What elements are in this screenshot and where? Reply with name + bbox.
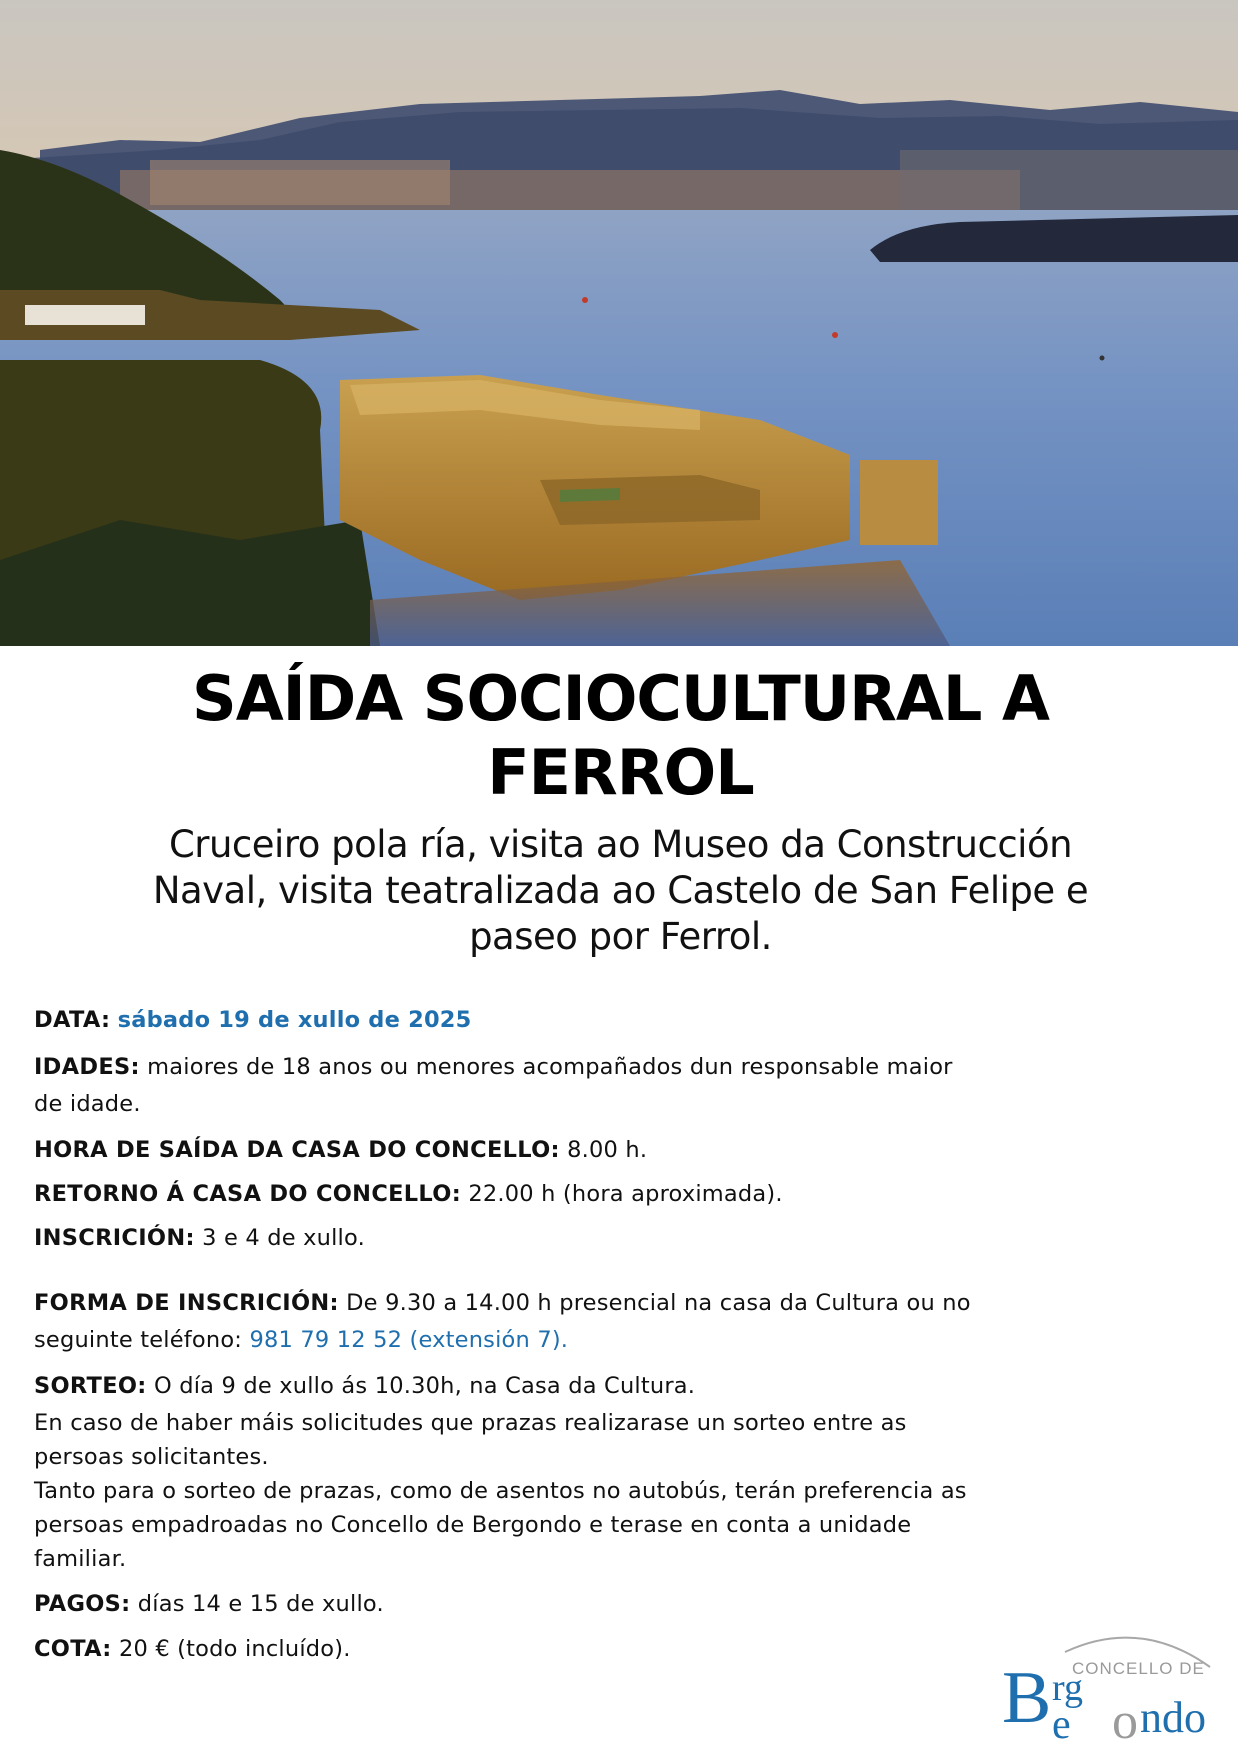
draw-note-line: familiar. — [34, 1546, 127, 1572]
ages-value: maiores de 18 anos ou menores acompañados dun responsable maior — [147, 1054, 953, 1080]
detail-draw — [34, 1369, 695, 1403]
registration-label: INSCRICIÓN: — [34, 1225, 195, 1251]
draw-note-line: persoas empadroadas no Concello de Bergondo e terase en conta a unidade — [34, 1512, 912, 1538]
detail-departure — [34, 1133, 647, 1167]
departure-value: 8.00 h. — [567, 1137, 648, 1163]
return-label: RETORNO Á CASA DO CONCELLO: — [34, 1181, 461, 1207]
detail-registration-method — [34, 1286, 971, 1320]
svg-text:B: B — [1002, 1657, 1052, 1739]
phone-prefix: seguinte teléfono: — [34, 1327, 243, 1353]
detail-return — [34, 1177, 783, 1211]
svg-text:e: e — [1052, 1702, 1071, 1747]
fee-value: 20 € (todo incluído). — [118, 1636, 351, 1662]
registration-method-label: FORMA DE INSCRICIÓN: — [34, 1290, 339, 1316]
ages-value-cont: de idade. — [34, 1091, 141, 1117]
detail-payments — [34, 1587, 384, 1621]
draw-note-line: En caso de haber máis solicitudes que prazas realizarase un sorteo entre as — [34, 1410, 907, 1436]
svg-text:rg: rg — [1052, 1667, 1083, 1709]
draw-note-line: Tanto para o sorteo de prazas, como de asentos no autobús, terán preferencia as — [34, 1478, 967, 1504]
draw-value: O día 9 de xullo ás 10.30h, na Casa da Cultura. — [153, 1373, 696, 1399]
date-value: sábado 19 de xullo de 2025 — [117, 1007, 472, 1033]
detail-registration — [34, 1221, 365, 1255]
title-line-1: SAÍDA SOCIOCULTURAL A — [192, 662, 1049, 735]
title-line-2: FERROL — [487, 736, 754, 809]
draw-note-line: persoas solicitantes. — [34, 1444, 269, 1470]
fee-label: COTA: — [34, 1636, 112, 1662]
svg-text:o: o — [1112, 1693, 1138, 1747]
svg-text:ndo: ndo — [1140, 1693, 1206, 1742]
concello-bergondo-logo — [1000, 1622, 1230, 1747]
detail-ages — [34, 1050, 953, 1084]
ages-label: IDADES: — [34, 1054, 140, 1080]
logo-graphic — [1000, 1622, 1230, 1747]
registration-method-value: De 9.30 a 14.00 h presencial na casa da Cultura ou no — [346, 1290, 971, 1316]
page-title — [60, 662, 1181, 810]
detail-ages-cont — [34, 1087, 141, 1121]
departure-label: HORA DE SAÍDA DA CASA DO CONCELLO: — [34, 1137, 560, 1163]
subtitle — [20, 822, 1221, 960]
registration-value: 3 e 4 de xullo. — [202, 1225, 365, 1251]
subtitle-line-1: Cruceiro pola ría, visita ao Museo da Construcción — [168, 823, 1073, 866]
detail-registration-phone — [34, 1323, 568, 1357]
date-label: DATA: — [34, 1007, 111, 1033]
draw-label: SORTEO: — [34, 1373, 147, 1399]
logo-top-text: CONCELLO DE — [1072, 1659, 1205, 1678]
return-value: 22.00 h (hora aproximada). — [468, 1181, 783, 1207]
detail-date — [34, 1003, 472, 1037]
subtitle-line-2: Naval, visita teatralizada ao Castelo de San Felipe e — [152, 869, 1089, 912]
payments-value: días 14 e 15 de xullo. — [137, 1591, 384, 1617]
landscape-illustration — [0, 0, 1238, 646]
phone-link[interactable]: 981 79 12 52 (extensión 7). — [249, 1327, 569, 1353]
payments-label: PAGOS: — [34, 1591, 131, 1617]
detail-fee — [34, 1632, 351, 1666]
hero-photo — [0, 0, 1238, 646]
subtitle-line-3: paseo por Ferrol. — [469, 915, 772, 958]
